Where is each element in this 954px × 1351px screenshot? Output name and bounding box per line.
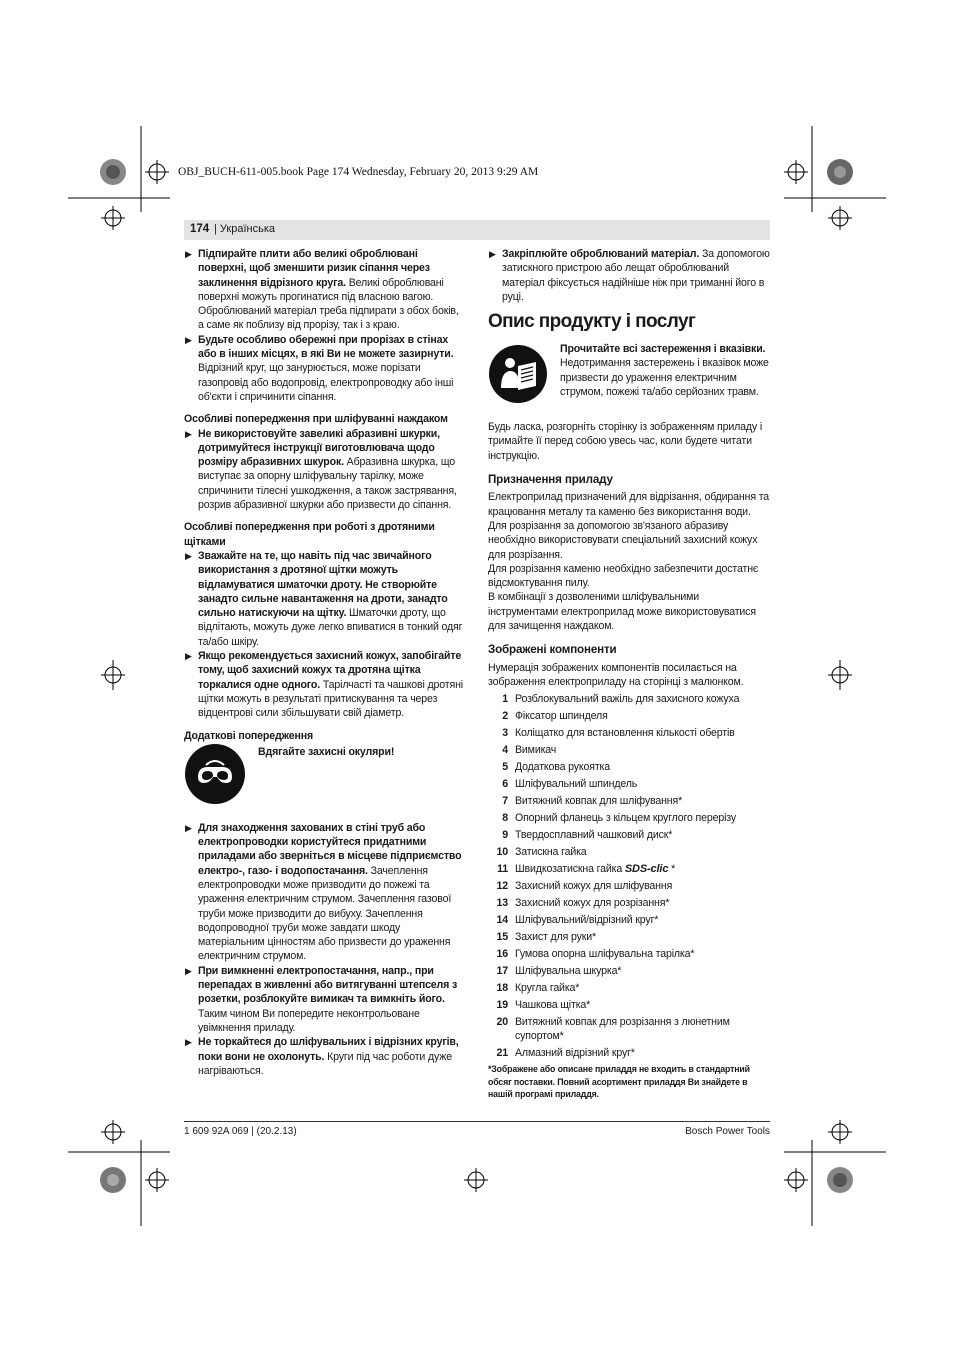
arrow-icon: ▶ — [489, 249, 496, 259]
warning-item: ▶ Підпирайте плити або великі оброблювані поверхні, щоб зменшити ризик сіпання через заклинення відрізного круга. Великі оброблювані поверхні можуть прогинатися під власною вагою. Оброблюваний матеріал треба підпирати з обох боків, а саме як поблизу від прорізу, так і з краю. — [185, 248, 459, 332]
purpose-text: Для розрізання каменю необхідно забезпечити достатнє відсмоктування пилу. — [488, 562, 759, 590]
list-item: 5 Додаткова рукоятка — [502, 761, 610, 774]
list-item: 6 Шліфувальний шпиндель — [502, 778, 638, 791]
list-item: 3 Коліщатко для встановлення кількості обертів — [502, 727, 735, 740]
section-title: Опис продукту і послуг — [488, 311, 696, 333]
goggles-text: Вдягайте захисні окуляри! — [258, 745, 395, 758]
left-column — [184, 247, 464, 1078]
list-item: 4 Вимикач — [502, 744, 557, 757]
subheading: Особливі попередження при роботі з дротяними щітками — [184, 521, 435, 548]
list-item: 20 Витяжний ковпак для розрізання з люнетним супортом* — [496, 1015, 730, 1043]
arrow-icon: ▶ — [185, 249, 192, 259]
language-label: | Українська — [214, 223, 275, 235]
purpose-heading: Призначення приладу — [488, 473, 613, 487]
list-item: 9 Твердосплавний чашковий диск* — [502, 829, 673, 842]
arrow-icon: ▶ — [185, 965, 192, 976]
safety-goggles-icon — [184, 743, 246, 805]
warning-item: ▶ Для знаходження захованих в стіні труб або електропроводки користуйтеся придатними приладами або зверніться в місцеве підприємство електро-, газо- і водопостачання. Зачеплення електропроводки може призводити до пожежі та ураження електричним струмом. Зачеплення газової труби може призводити до вибуху. Зачеплення водопроводної труби може завдати шкоду матеріальним цінностям або призвести до ураження електричним струмом. — [185, 821, 462, 963]
page-number: 174 — [190, 223, 210, 235]
list-item: 1 Розблокувальний важіль для захисного кожуха — [502, 693, 740, 706]
list-item: 11 Швидкозатискна гайка SDS-clic * — [497, 863, 676, 876]
list-item: 12 Захисний кожух для шліфування — [496, 880, 673, 893]
intro-text: Будь ласка, розгорніть сторінку із зображенням приладу і тримайте її перед собою увесь час, коли будете читати інструкцію. — [488, 421, 763, 462]
list-item: 17 Шліфувальна шкурка* — [496, 964, 622, 977]
arrow-icon: ▶ — [185, 1037, 192, 1048]
list-item: 2 Фіксатор шпинделя — [502, 710, 608, 723]
footer-left: 1 609 92A 069 | (20.2.13) — [184, 1126, 297, 1137]
subheading: Особливі попередження при шліфуванні наждаком — [184, 413, 448, 426]
components-list — [488, 692, 770, 1060]
read-manual-text: Прочитайте всі застереження і вказівки. Недотримання застережень і вказівок може призвести до ураження електричним струмом, пожежі та/або серйозних травм. — [560, 343, 769, 399]
warning-item: ▶ Будьте особливо обережні при прорізах в стінах або в інших місцях, в які Ви не можете зазирнути. Відрізний круг, що занурюється, може порізати газопровід або водопровід, електропроводку або інші об'єкти і спричинити сіпання. — [185, 333, 454, 403]
subheading: Додаткові попередження — [184, 729, 314, 742]
footer-right: Bosch Power Tools — [685, 1126, 770, 1137]
list-item: 21 Алмазний відрізний круг* — [496, 1047, 635, 1060]
warning-item: ▶ При вимкненні електропостачання, напр., при перепадах в живленні або витягуванні штепселя з розетки, розблокуйте вимикач та вимкніть його. Таким чином Ви попередите неконтрольоване увімкнення приладу. — [185, 964, 458, 1034]
warning-item: ▶ Якщо рекомендується захисний кожух, запобігайте тому, щоб захисний кожух та дротяна щітка торкалися одне одного. Тарілчасті та чашкові дротяні щітки можуть в результаті притискування та через відцентрові сили збільшувати свій діаметр. — [185, 650, 464, 720]
read-manual-icon — [488, 344, 548, 404]
arrow-icon: ▶ — [185, 428, 192, 439]
list-item: 19 Чашкова щітка* — [496, 998, 591, 1011]
list-item: 7 Витяжний ковпак для шліфування* — [502, 795, 683, 808]
arrow-icon: ▶ — [185, 651, 192, 662]
footer-rule — [184, 1121, 770, 1122]
goggles-block — [184, 743, 464, 821]
components-heading: Зображені компоненти — [488, 643, 617, 657]
print-header: OBJ_BUCH-611-005.book Page 174 Wednesday, February 20, 2013 9:29 AM — [178, 166, 539, 178]
list-item: 10 Затискна гайка — [496, 846, 587, 859]
footnote: *Зображене або описане приладдя не входить в стандартний обсяг поставки. Повний асортимент приладдя Ви знайдете в нашій програмі приладдя. — [488, 1064, 750, 1100]
warning-item: ▶ Закріплюйте оброблюваний матеріал. За допомогою затискного пристрою або лещат оброблюваний матеріал фіксується надійніше ніж при триманні його в руці. — [489, 248, 770, 303]
list-item: 18 Кругла гайка* — [496, 981, 580, 994]
arrow-icon: ▶ — [185, 822, 192, 833]
list-item: 16 Гумова опорна шліфувальна тарілка* — [496, 948, 695, 960]
arrow-icon: ▶ — [185, 334, 192, 345]
sds-clic-logo: SDS-clic — [624, 863, 669, 876]
page-header-bar — [184, 220, 770, 240]
purpose-text: Для розрізання за допомогою зв'язаного абразиву необхідно використовувати спеціальний захисний кожух для розрізання. — [488, 519, 758, 561]
purpose-text: В комбінації з дозволеними шліфувальними інструментами електроприлад може використовуватися для зачищення наждаком. — [488, 591, 756, 633]
list-item: 13 Захисний кожух для розрізання* — [496, 897, 670, 910]
arrow-icon: ▶ — [185, 550, 192, 561]
read-manual-block — [488, 342, 770, 412]
list-item: 8 Опорний фланець з кільцем круглого перерізу — [502, 812, 737, 825]
warning-item: ▶ Не використовуйте завеликі абразивні шкурки, дотримуйтеся інструкції виготовлювача щодо розміру абразивних шкурок. Абразивна шкурка, що виступає за опорну шліфувальну тарілку, може спричинити тілесні ушкодження, а також застрявання, розрив абразивної шкурки або призвести до сіпання. — [185, 427, 457, 512]
warning-item: ▶ Не торкайтеся до шліфувальних і відрізних кругів, поки вони не охолонуть. Круги під час роботи дуже нагріваються. — [185, 1036, 459, 1077]
purpose-text: Електроприлад призначений для відрізання, обдирання та крацювання металу та каменю без використання води. — [488, 491, 770, 518]
components-intro: Нумерація зображених компонентів посилається на зображення електроприладу на сторінці з малюнком. — [488, 661, 744, 688]
list-item: 15 Захист для руки* — [496, 931, 596, 944]
list-item: 14 Шліфувальний/відрізний круг* — [496, 914, 659, 927]
right-column — [488, 247, 770, 1101]
warning-item: ▶ Зважайте на те, що навіть під час звичайного використання з дротяної щітки можуть відламуватися шматочки дроту. Не створюйте занадто сильне навантаження на дроти, занадто сильно натискуючи на щітку. Шматочки дроту, що відлітають, можуть дуже легко впиватися в тонкий одяг та/або шкіру. — [185, 549, 463, 648]
